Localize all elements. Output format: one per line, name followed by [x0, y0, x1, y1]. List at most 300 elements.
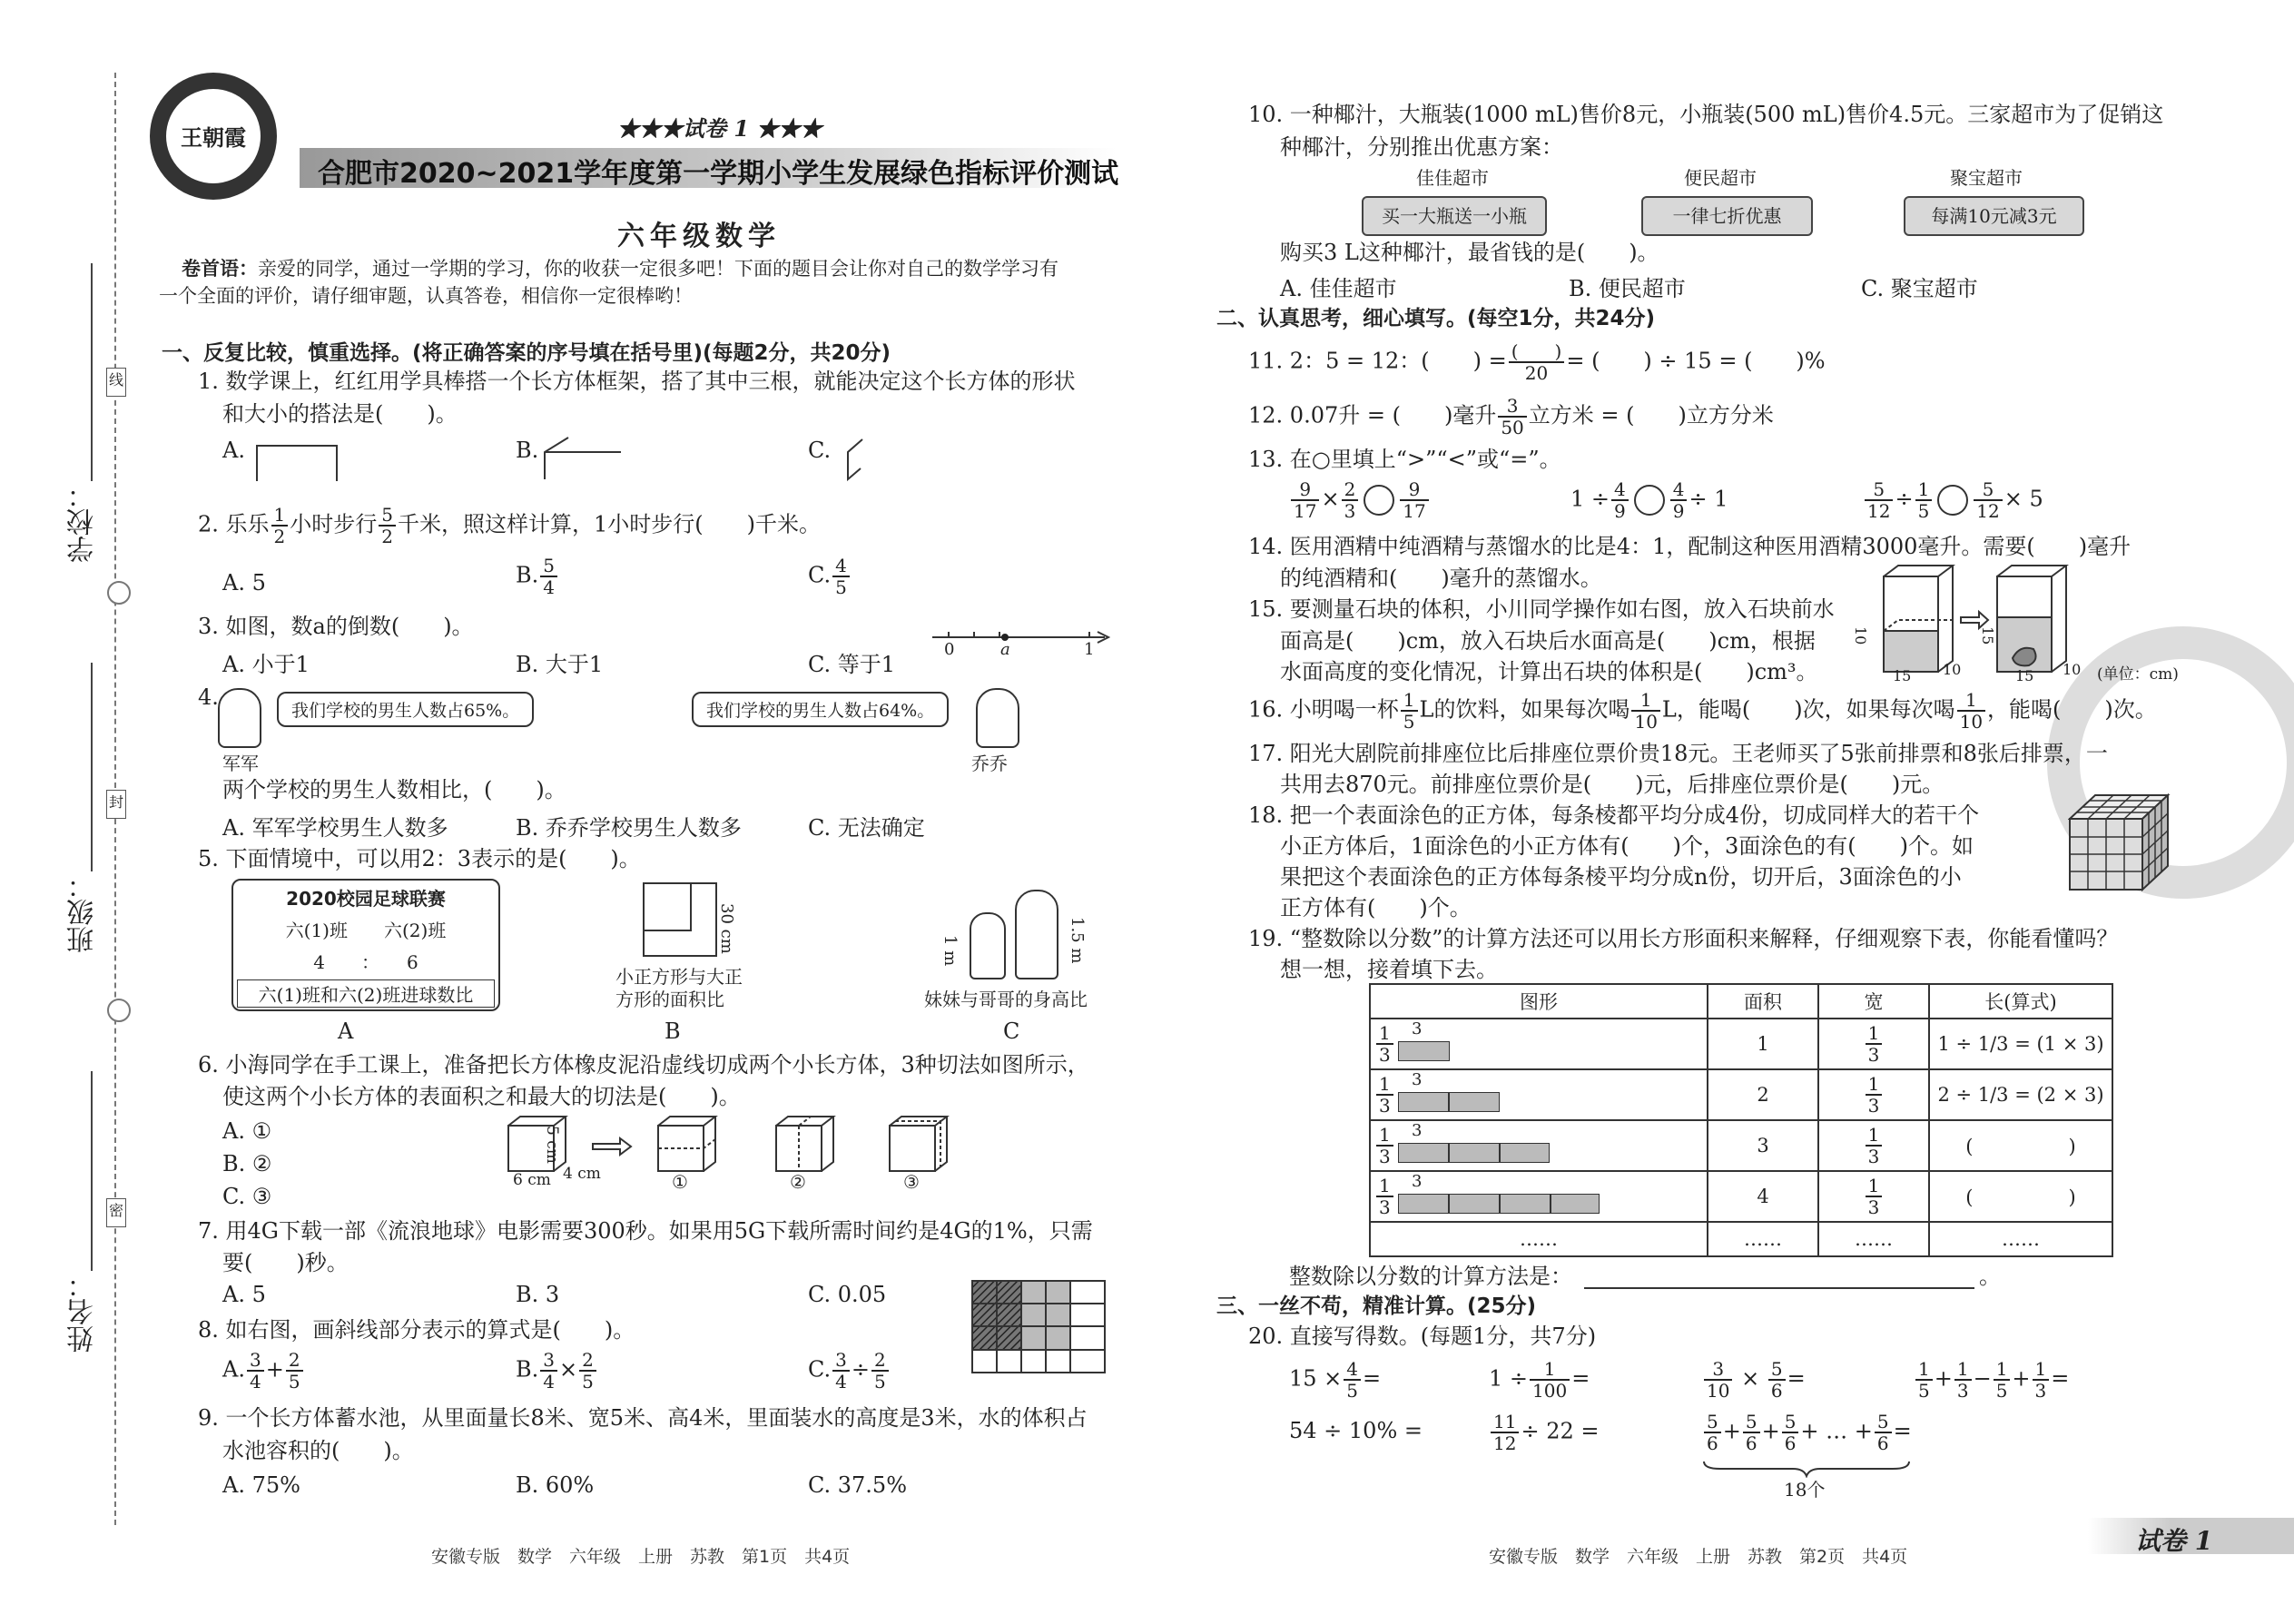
q16-text-d: ，能喝( )次。: [1987, 696, 2157, 723]
q7-line2: 要( )秒。: [222, 1250, 349, 1275]
q9-line2: 水池容积的( )。: [222, 1438, 414, 1463]
width-cell: [1818, 1069, 1929, 1120]
q13-item-1: [1289, 479, 1431, 521]
q5-option-c[interactable]: C: [1003, 1019, 1020, 1044]
q2-frac2: [379, 505, 396, 546]
frac-num: 4: [1611, 479, 1629, 501]
q2-option-c-frac: [832, 556, 850, 597]
promo-1: 买一大瓶送一小瓶: [1362, 196, 1547, 236]
girl-avatar: [970, 912, 1006, 979]
logo-text: 王朝霞: [181, 124, 246, 151]
frac-num: 1: [1866, 1074, 1883, 1096]
boy-qiao-avatar: [976, 688, 1019, 748]
option-label: B.: [516, 1356, 539, 1383]
binding-margin: [0, 0, 136, 1624]
q16-text-c: L，能喝( )次，如果每次喝: [1661, 696, 1955, 723]
intro-label: 卷首语：: [182, 257, 258, 280]
frac-den: 5: [288, 1371, 300, 1393]
frac-num: 2: [1342, 479, 1359, 501]
length-answer-field[interactable]: ( ): [1929, 1120, 2112, 1171]
name-label: 姓名：: [67, 1271, 99, 1353]
q5-height-caption: 妹妹与哥哥的身高比: [924, 989, 1088, 1010]
q8-option-c[interactable]: [808, 1350, 891, 1392]
op: × 5: [2004, 486, 2043, 512]
market-1-name: 佳佳超市: [1416, 167, 1489, 189]
q5-square-dim: 30 cm: [717, 903, 736, 954]
calc-4: $\frac{1}{5}$ + $\frac{1}{3}$ − $\frac{1}{5}$ + $\frac{1}{3}$ =: [1914, 1359, 2069, 1401]
frac: [1611, 479, 1629, 521]
number-line-one: 1: [1084, 640, 1095, 659]
frac-num: 11: [1491, 1412, 1519, 1433]
q6-dim-length: 6 cm: [513, 1171, 551, 1189]
calc-text: 15 ×: [1289, 1365, 1343, 1392]
frac-num: 1: [1915, 479, 1933, 501]
q8-option-b[interactable]: [516, 1350, 598, 1392]
q15-label-15b: 15: [1979, 626, 1996, 645]
q7-option-a[interactable]: A. 5: [222, 1282, 266, 1307]
frac-den: 6: [1876, 1432, 1889, 1454]
q10-line1: 10. 一种椰汁，大瓶装(1000 mL)售价8元，小瓶装(500 mL)售价4.5元。三家超市为了促销这: [1248, 102, 2164, 127]
eq: =: [1363, 1365, 1382, 1392]
q15-label-10c: 10: [2063, 661, 2082, 678]
class-field[interactable]: [91, 663, 93, 871]
frac-num: 1: [2033, 1359, 2050, 1381]
q9-line1: 9. 一个长方体蓄水池，从里面量长8米、宽5米、高4米，里面装水的高度是3米，水的体积占: [198, 1405, 1088, 1431]
option-label: A.: [222, 1356, 245, 1383]
q16-text-b: L的饮料，如果每次喝: [1419, 696, 1630, 723]
q12-text-b: 立方米 = ( )立方分米: [1528, 402, 1774, 428]
area-cell: 1: [1708, 1019, 1818, 1069]
frac: [1915, 479, 1933, 521]
q19-conclusion-field[interactable]: [1584, 1287, 1974, 1289]
seal-mark-3: 密: [106, 1198, 126, 1227]
frac-num: 3: [832, 1350, 850, 1372]
frac-den: 12: [1493, 1432, 1517, 1454]
q12-frac: [1498, 396, 1526, 438]
frac-num: 1: [1376, 1023, 1393, 1045]
q6-cut-3: ③: [903, 1171, 920, 1193]
q15-line3: 水面高度的变化情况，计算出石块的体积是( )cm³。: [1280, 659, 1818, 684]
frac-num: 1: [1866, 1176, 1883, 1197]
intro-text-2: 一个全面的评价，请仔细审题，认真答卷，相信你一定很棒哟！: [159, 285, 693, 307]
frac-den: 9: [1614, 500, 1626, 522]
frac-num: 1: [1376, 1074, 1393, 1096]
boy-avatar: [1015, 890, 1058, 979]
ellipsis: ……: [1370, 1222, 1708, 1256]
series-label: ★★★试卷 1 ★★★: [617, 115, 822, 142]
frac-num: 5: [1743, 1412, 1760, 1433]
frac-num: 5: [1865, 479, 1893, 501]
q15-label-10b: 10: [1943, 661, 1962, 678]
frac: [1344, 1359, 1361, 1401]
frac-num: 1: [1376, 1125, 1393, 1147]
school-field[interactable]: [91, 263, 93, 481]
calc-5: 54 ÷ 10% =: [1289, 1418, 1423, 1443]
frac-num: 1: [1376, 1176, 1393, 1197]
compare-circle[interactable]: [1364, 485, 1394, 516]
q10-line2: 种椰汁，分别推出优惠方案：: [1280, 134, 1563, 160]
frac-num: 2: [579, 1350, 596, 1372]
frac: [1875, 1412, 1892, 1453]
frac-num: 3: [247, 1350, 264, 1372]
q3-text: 3. 如图，数a的倒数( )。: [198, 614, 474, 639]
frac-den: 5: [873, 1371, 886, 1393]
market-3-name: 聚宝超市: [1950, 167, 2023, 189]
op: ÷: [1895, 486, 1914, 512]
q6-option-b[interactable]: B. ②: [222, 1151, 272, 1176]
eq: =: [1571, 1365, 1590, 1392]
frac-den: 3: [1867, 1044, 1880, 1066]
q2-option-b[interactable]: [516, 556, 559, 597]
frac-den: 3: [1379, 1044, 1391, 1066]
op: ×: [1321, 486, 1340, 512]
q15-line2: 面高是( )cm，放入石块后水面高是( )cm，根据: [1280, 628, 1816, 654]
length-cell: 1 ÷ 1/3 = (1 × 3): [1929, 1019, 2112, 1069]
q2-text-b: 小时步行: [290, 511, 378, 537]
q2-text-a: 2. 乐乐: [198, 511, 270, 537]
school-label: 学校：: [67, 481, 99, 563]
bar-segment: [1398, 1194, 1600, 1214]
q13-item-2: [1570, 479, 1728, 521]
scoreboard-teams: 六(1)班 六(2)班: [285, 920, 447, 941]
area-cell: 2: [1708, 1069, 1818, 1120]
q2-option-a[interactable]: A. 5: [222, 570, 266, 595]
eq: =: [2051, 1365, 2070, 1392]
frac-den: 4: [543, 576, 555, 598]
frac-num: 1: [1866, 1023, 1883, 1045]
q10-option-c[interactable]: C. 聚宝超市: [1861, 276, 1978, 301]
q9-option-b[interactable]: B. 60%: [516, 1472, 595, 1498]
calc-text: ÷ 22 =: [1521, 1418, 1600, 1444]
frac-den: 3: [1956, 1380, 1969, 1402]
op: 1 ÷: [1570, 486, 1610, 512]
frac: [1866, 1125, 1883, 1166]
q3-option-b[interactable]: B. 大于1: [516, 652, 604, 677]
frac-den: 17: [1403, 500, 1426, 522]
frac: [247, 1350, 264, 1392]
eq: =: [1893, 1418, 1912, 1444]
q19-line1: 19. “整数除以分数”的计算方法还可以用长方形面积来解释，仔细观察下表，你能看懂吗？: [1248, 926, 2119, 951]
frac-den: 6: [1770, 1380, 1783, 1402]
col-shape: 图形: [1370, 984, 1708, 1019]
q15-tank-figure: [1866, 558, 2074, 681]
q18-line2: 小正方体后，1面涂色的小正方体有( )个，3面涂色的有( )个。如: [1280, 833, 1974, 859]
q8-text: 8. 如右图，画斜线部分表示的算式是( )。: [198, 1317, 635, 1343]
q3-option-c[interactable]: C. 等于1: [808, 652, 896, 677]
dim-label: 3: [1412, 1121, 1423, 1140]
frac: [1376, 1074, 1393, 1116]
q15-line1: 15. 要测量石块的体积，小川同学操作如右图，放入石块前水: [1248, 596, 1835, 622]
q5-height-2: 1.5 m: [1068, 917, 1087, 964]
q9-option-a[interactable]: A. 75%: [222, 1472, 300, 1498]
frac-num: 1: [1866, 1125, 1883, 1147]
frac-den: 6: [1707, 1432, 1718, 1454]
q18-line3: 果把这个表面涂色的正方体每条棱平均分成n份，切开后，3面涂色的小: [1280, 864, 1962, 890]
q5-scoreboard: [231, 879, 500, 1011]
frac-den: 4: [835, 1371, 847, 1393]
op: +: [265, 1356, 284, 1383]
dim-label: 3: [1412, 1172, 1423, 1191]
frac-den: 5: [1917, 500, 1930, 522]
q8-grid-figure: [971, 1280, 1108, 1374]
footer-right: 安徽专版 数学 六年级 上册 苏教 第2页 共4页: [1489, 1547, 1908, 1567]
q7-option-c[interactable]: C. 0.05: [808, 1282, 887, 1307]
table-row: [1370, 1120, 2112, 1171]
frac: [1401, 690, 1418, 732]
q1-figure-a: [256, 445, 338, 481]
length-cell: 2 ÷ 1/3 = (2 × 3): [1929, 1069, 2112, 1120]
q3-option-a[interactable]: A. 小于1: [222, 652, 310, 677]
q2-option-c[interactable]: [808, 556, 852, 597]
frac-den: 4: [543, 1371, 555, 1393]
frac-num: 4: [1670, 479, 1688, 501]
frac: [1704, 1412, 1721, 1453]
q17-line1: 17. 阳光大剧院前排座位比后排座位票价贵18元。王老师买了5张前排票和8张后排票，一: [1248, 741, 2108, 766]
q16-text-a: 16. 小明喝一杯: [1248, 696, 1399, 723]
exam-title: 合肥市2020~2021学年度第一学期小学生发展绿色指标评价测试: [318, 158, 1119, 190]
q7-line1: 7. 用4G下载一部《流浪地球》电影需要300秒。如果用5G下载所需时间约是4G的1%，只需: [198, 1218, 1093, 1244]
frac-den: 5: [1918, 1380, 1930, 1402]
width-cell: [1818, 1120, 1929, 1171]
frac-num: 1: [1631, 690, 1659, 712]
table-row: [1370, 1069, 2112, 1120]
frac-den: 3: [1379, 1095, 1391, 1117]
frac-den: 5: [1346, 1380, 1359, 1402]
scoreboard-title: 2020校园足球联赛: [286, 888, 446, 910]
market-2-name: 便民超市: [1684, 167, 1757, 189]
frac-den: 3: [1867, 1146, 1880, 1167]
ellipsis: ……: [1818, 1222, 1929, 1256]
q10-option-a[interactable]: A. 佳佳超市: [1280, 276, 1397, 301]
ornament-icon: [107, 581, 131, 605]
frac-num: 1: [1915, 1359, 1933, 1381]
frac-num: 1: [1957, 690, 1985, 712]
q5-option-a[interactable]: A: [338, 1019, 354, 1044]
q1-option-c[interactable]: C.: [808, 438, 832, 463]
frac: [1530, 1359, 1570, 1401]
q2-option-b-frac: [540, 556, 557, 597]
frac: [579, 1350, 596, 1392]
q2-frac1-den: 2: [273, 526, 286, 547]
q4-bubble-2: 我们学校的男生人数占64%。: [692, 692, 949, 727]
seal-mark-1: 线: [106, 368, 126, 397]
q4-option-a[interactable]: A. 军军学校男生人数多: [222, 815, 448, 841]
compare-circle[interactable]: [1634, 485, 1665, 516]
frac-num: 2: [286, 1350, 303, 1372]
q19-line2: 想一想，接着填下去。: [1280, 957, 1498, 982]
q9-option-c[interactable]: C. 37.5%: [808, 1472, 908, 1498]
shape-cell: [1370, 1171, 1708, 1222]
frac: [1491, 1412, 1519, 1453]
frac: [1782, 1412, 1799, 1453]
number-line-zero: 0: [944, 640, 955, 659]
q1-option-a[interactable]: A.: [222, 438, 245, 463]
frac: [1866, 1074, 1883, 1116]
q2-frac2-den: 2: [381, 526, 393, 547]
q4-option-c[interactable]: C. 无法确定: [808, 815, 925, 841]
q2-frac1-num: 1: [271, 505, 289, 527]
frac: [1743, 1412, 1760, 1453]
dim-label: 3: [1412, 1019, 1423, 1038]
calc-7: $\frac{5}{6}$ + $\frac{5}{6}$ + $\frac{5}{6}$ + … + $\frac{5}{6}$ =: [1702, 1412, 1912, 1453]
bar-segment: [1398, 1041, 1450, 1061]
frac-num: 1: [1994, 1359, 2011, 1381]
q19-conclusion-label: 整数除以分数的计算方法是：: [1289, 1264, 1572, 1289]
q1-figure-c: [835, 438, 871, 483]
section1-title: 一、反复比较，慎重选择。(将正确答案的序号填在括号里)(每题2分，共20分): [162, 341, 891, 365]
q17-line2: 共用去870元。前排座位票价是( )元，后排座位票价是( )元。: [1280, 772, 1944, 797]
frac: [1994, 1359, 2011, 1401]
area-cell: 3: [1708, 1120, 1818, 1171]
footer-left: 安徽专版 数学 六年级 上册 苏教 第1页 共4页: [431, 1547, 851, 1567]
q10-line3: 购买3 L这种椰汁，最省钱的是( )。: [1280, 240, 1659, 265]
frac-den: 9: [1672, 500, 1685, 522]
q11-text-b: = ( ) ÷ 15 = ( )%: [1566, 348, 1826, 374]
frac-den: 10: [1959, 711, 1984, 733]
q1-line1: 1. 数学课上，红红用学具棒搭一个长方体框架，搭了其中三根，就能决定这个长方体的形状: [198, 369, 1076, 394]
q5-text: 5. 下面情境中，可以用2：3表示的是( )。: [198, 846, 641, 871]
q2-text-c: 千米，照这样计算，1小时步行( )千米。: [398, 511, 821, 537]
frac-den: 3: [1867, 1095, 1880, 1117]
shape-cell: [1370, 1069, 1708, 1120]
width-cell: [1818, 1171, 1929, 1222]
q19-conclusion-end: 。: [1979, 1264, 2001, 1289]
q2-option-c-label: C.: [808, 562, 832, 588]
dim-label: 3: [1412, 1070, 1423, 1089]
q15-label-15c: 15: [2015, 667, 2034, 684]
frac-num: 5: [540, 556, 557, 577]
q6-cut-1: ①: [672, 1171, 688, 1193]
shape-cell: [1370, 1019, 1708, 1069]
q6-dim-width: 4 cm: [563, 1165, 601, 1183]
frac: [1291, 479, 1319, 521]
q5-square-caption-2: 方形的面积比: [615, 989, 724, 1010]
frac: [1768, 1359, 1786, 1401]
calc-3: $\frac{3}{10}$ × $\frac{5}{6}$ =: [1702, 1359, 1806, 1401]
q1-figure-b: [543, 436, 625, 481]
q15-unit: (单位：cm): [2097, 665, 2179, 684]
q15-label-15a: 15: [1893, 667, 1912, 684]
q4-person-1: 军军: [222, 753, 259, 774]
col-width: 宽: [1818, 984, 1929, 1019]
frac-num: 9: [1291, 479, 1319, 501]
col-area: 面积: [1708, 984, 1818, 1019]
frac-num: 4: [832, 556, 850, 577]
q6-line1: 6. 小海同学在手工课上，准备把长方体橡皮泥沿虚线切成两个小长方体，3种切法如图所示，: [198, 1052, 1089, 1078]
frac-den: 3: [1379, 1146, 1391, 1167]
frac-den: 6: [1784, 1432, 1797, 1454]
frac-num: 5: [1704, 1412, 1721, 1433]
op: ÷: [851, 1356, 870, 1383]
seal-mark-2: 封: [106, 790, 126, 819]
eq: =: [1787, 1365, 1806, 1392]
table-header: [1370, 984, 2112, 1019]
q20-text: 20. 直接写得数。(每题1分，共7分): [1248, 1324, 1597, 1349]
number-line-a: a: [1000, 640, 1010, 659]
frac: [1957, 690, 1985, 732]
q18-cube-figure: [2068, 792, 2177, 891]
name-field[interactable]: [91, 1071, 93, 1271]
q4-option-b[interactable]: B. 乔乔学校男生人数多: [516, 815, 742, 841]
length-answer-field[interactable]: ( ): [1929, 1171, 2112, 1222]
frac: [1376, 1125, 1393, 1166]
frac: [1974, 479, 2002, 521]
frac-num: 2: [871, 1350, 889, 1372]
q10-option-b[interactable]: B. 便民超市: [1569, 276, 1686, 301]
q7-option-b[interactable]: B. 3: [516, 1282, 560, 1307]
op: ×: [559, 1356, 578, 1383]
frac-den: 5: [582, 1371, 594, 1393]
frac: [1376, 1023, 1393, 1065]
op: ÷ 1: [1689, 486, 1728, 512]
frac-num: ( ): [1509, 341, 1565, 363]
q4-person-2: 乔乔: [971, 753, 1008, 774]
area-cell: 4: [1708, 1171, 1818, 1222]
frac-num: 5: [1782, 1412, 1799, 1433]
table-row: [1370, 1019, 2112, 1069]
frac-den: 100: [1532, 1380, 1568, 1402]
frac: [1865, 479, 1893, 521]
frac: [832, 1350, 850, 1392]
q1-option-b[interactable]: B.: [516, 438, 539, 463]
compare-circle[interactable]: [1937, 485, 1968, 516]
q11: [1248, 341, 1826, 383]
promo-2: 一律七折优惠: [1641, 196, 1813, 236]
frac-num: 5: [1768, 1359, 1786, 1381]
q8-option-a[interactable]: [222, 1350, 305, 1392]
frac-den: 5: [835, 576, 847, 598]
q12-text-a: 12. 0.07升 = ( )毫升: [1248, 402, 1497, 428]
frac-num: 5: [1974, 479, 2002, 501]
q16: [1248, 690, 2157, 732]
q6-option-c[interactable]: C. ③: [222, 1184, 272, 1209]
frac: [1400, 479, 1428, 521]
frac-den: 4: [249, 1371, 261, 1393]
calc-1: [1289, 1359, 1381, 1401]
q13-text: 13. 在○里填上“>”“<”或“=”。: [1248, 447, 1561, 472]
promo-3: 每满10元减3元: [1904, 196, 2084, 236]
frac-den: 3: [1867, 1196, 1880, 1218]
q5-option-b[interactable]: B: [665, 1019, 681, 1044]
footer-tag: 试卷 1: [2135, 1526, 2213, 1556]
q14-line1: 14. 医用酒精中纯酒精与蒸馏水的比是4：1，配制这种医用酒精3000毫升。需要( )毫升: [1248, 534, 2132, 559]
q4-text: 两个学校的男生人数相比，( )。: [222, 777, 566, 802]
q2-frac1: [271, 505, 289, 546]
frac-num: 3: [1498, 396, 1526, 418]
boy-jun-avatar: [218, 688, 261, 748]
frac: [286, 1350, 303, 1392]
frac: [1954, 1359, 1972, 1401]
q6-option-a[interactable]: A. ①: [222, 1118, 272, 1144]
frac-den: 50: [1501, 417, 1524, 438]
q4-bubble-1: 我们学校的男生人数占65%。: [277, 692, 534, 727]
frac-num: 3: [1704, 1359, 1732, 1381]
frac: [1342, 479, 1359, 521]
frac: [871, 1350, 889, 1392]
subject-title: 六年级数学: [617, 221, 781, 252]
ellipsis: ……: [1708, 1222, 1818, 1256]
q5-big-square: [643, 882, 717, 957]
table-row: [1370, 1171, 2112, 1222]
intro-text-1: 亲爱的同学，通过一学期的学习，你的收获一定很多吧！下面的题目会让你对自己的数学学习有: [258, 258, 1058, 280]
frac-den: 17: [1294, 500, 1317, 522]
frac-den: 12: [1867, 500, 1891, 522]
q1-line2: 和大小的搭法是( )。: [222, 401, 458, 427]
frac-den: 5: [1403, 711, 1415, 733]
q13-item-3: [1863, 479, 2043, 521]
ellipsis: + … +: [1800, 1418, 1873, 1444]
frac: [1704, 1359, 1732, 1401]
